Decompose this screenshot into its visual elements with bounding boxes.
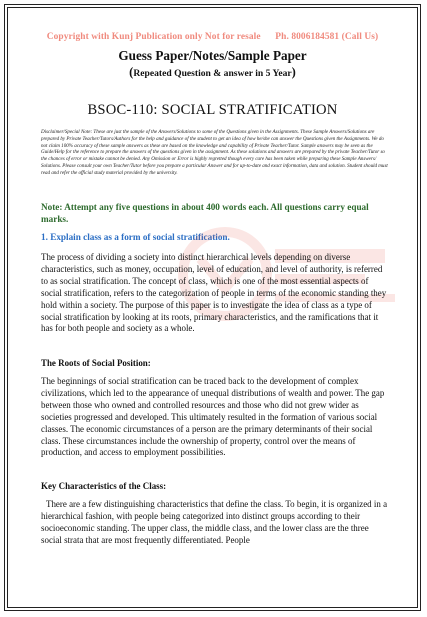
question-heading: 1. Explain class as a form of social stratification.	[41, 232, 230, 242]
guess-paper-subtitle	[5, 65, 420, 80]
subtitle-text: Repeated Question & answer in 5 Year	[133, 68, 292, 79]
subtitle-close-paren: )	[291, 65, 296, 79]
key-characteristics-paragraph: There are a few distinguishing characteristics that define the class. To begin, it is organized in a hierarchical fashion, with people being categorized into distinct groups according to their socioeconomic standing. The upper class, the middle class, and the lower class are the three social strata that are most frequently differentiated. People	[41, 499, 388, 545]
subtitle-open-paren: (	[129, 65, 134, 79]
roots-heading: The Roots of Social Position:	[41, 358, 151, 368]
disclaimer-note: Disclaimer/Special Note: These are just the sample of the Answers/Solutions to some of the Questions given in the Assignments. These Sample Answers/Solutions are prepared by Private Teacher/Tutors/Authors for the help and guidance of the student to get an idea of how he/she can answer the Questions given the Assignments. We do not claim 100% accuracy of these sample answers as these are based on the knowledge and capability of Private Teacher/Tutor. Sample answers may be seen as the Guide/Help for the reference to prepare the answers of the questions given in the assignment. As these solutions and answers are prepared by the private Teacher/Tutor so the chances of error or mistake cannot be denied. Any Omission or Error is highly regretted though every care has been taken while preparing these Sample Answers/ Solutions. Please consult your own Teacher/Tutor before you prepare a particular Answer and for up-to-date and exact information, data and solution. Student should must read and refer the official study material provided by the university.	[41, 129, 388, 176]
course-title: BSOC-110: SOCIAL STRATIFICATION	[87, 102, 338, 118]
roots-paragraph: The beginnings of social stratification can be traced back to the development of complex civilizations, which led to the appearance of unequal distributions of wealth and power. The gap between those who owned and controlled resources and those who did not grew wider as societies progressed and developed. This ultimately resulted in the formation of various social classes. The economic circumstances of a person are the primary determinants of their social class. These circumstances include the ownership of property, control over the means of production, and access to employment possibilities.	[41, 376, 385, 458]
key-characteristics-heading: Key Characteristics of the Class:	[41, 481, 167, 491]
guess-paper-title: Guess Paper/Notes/Sample Paper	[118, 48, 307, 63]
intro-paragraph: The process of dividing a society into distinct hierarchical levels depending on diverse characteristics, such as money, occupation, level of education, and level of authority, is referred to as social stratification. The concept of class, which is one of the most essential aspects of social stratification, refers to the categorization of people in terms of the economic standing they hold within a society. The purpose of this paper is to investigate the idea of class as a type of social stratification by looking at its roots, primary characteristics, and the ramifications that it has for both people and society as a whole.	[41, 252, 387, 334]
document-page	[4, 4, 421, 611]
copyright-banner: Copyright with Kunj Publication only Not for resale Ph. 8006184581 (Call Us)	[46, 32, 379, 42]
instructions-note: Note: Attempt any five questions in about 400 words each. All questions carry equal marks.	[41, 202, 369, 224]
